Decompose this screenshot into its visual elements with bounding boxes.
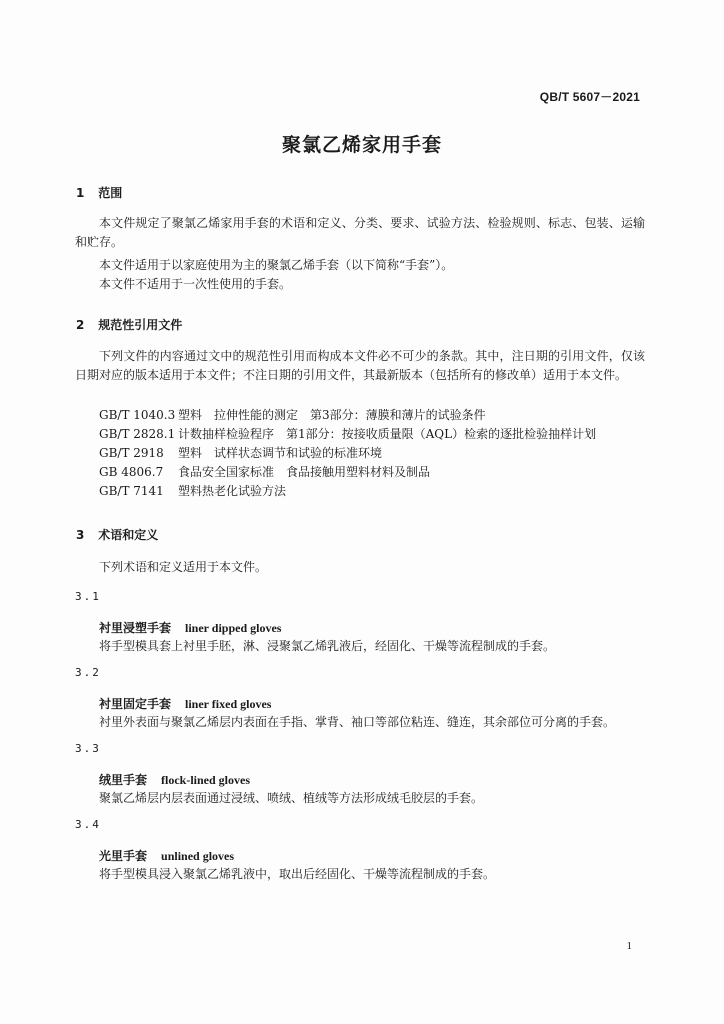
paragraph: 本文件不适用于一次性使用的手套。 bbox=[99, 277, 292, 291]
reference-list bbox=[99, 406, 596, 501]
section-title: 术语和定义 bbox=[98, 528, 159, 542]
term-name-zh: 光里手套 bbox=[99, 849, 148, 863]
term-name-zh: 衬里浸塑手套 bbox=[99, 621, 172, 635]
term-name bbox=[99, 619, 281, 636]
term-number: 3.3 bbox=[75, 742, 101, 755]
document-title: 聚氯乙烯家用手套 bbox=[281, 134, 442, 156]
section-title: 规范性引用文件 bbox=[98, 318, 183, 332]
term-number: 3.1 bbox=[75, 590, 101, 603]
paragraph: 下列文件的内容通过文中的规范性引用而构成本文件必不可少的条款。其中，注日期的引用文件，仅该日期对应的版本适用于本文件；不注日期的引用文件，其最新版本（包括所有的修改单）适用于本文件。 bbox=[75, 349, 645, 382]
standard-code: QB/T 5607－2021 bbox=[539, 90, 640, 104]
term-name bbox=[99, 695, 271, 712]
reference-code: GB/T 2918 bbox=[99, 446, 164, 460]
section-title: 范围 bbox=[98, 186, 123, 200]
paragraph: 本文件规定了聚氯乙烯家用手套的术语和定义、分类、要求、试验方法、检验规则、标志、包装、运输和贮存。 bbox=[75, 216, 645, 249]
term-name-en: flock-lined gloves bbox=[161, 773, 251, 787]
section-heading-scope bbox=[76, 184, 122, 201]
term-definition: 将手型模具套上衬里手胚，淋、浸聚氯乙烯乳液后，经固化、干燥等流程制成的手套。 bbox=[99, 639, 556, 653]
reference-item bbox=[99, 425, 596, 444]
reference-item bbox=[99, 482, 596, 501]
section-number: 2 bbox=[76, 318, 85, 332]
reference-title: 计数抽样检验程序 第1部分：按接收质量限（AQL）检索的逐批检验抽样计划 bbox=[178, 427, 597, 441]
term-definition: 将手型模具浸入聚氯乙烯乳液中，取出后经固化、干燥等流程制成的手套。 bbox=[99, 867, 496, 881]
term-definition: 聚氯乙烯层内层表面通过浸绒、喷绒、植绒等方法形成绒毛胶层的手套。 bbox=[99, 791, 484, 805]
reference-item bbox=[99, 444, 596, 463]
section-number: 1 bbox=[76, 186, 85, 200]
term-name-zh: 衬里固定手套 bbox=[99, 697, 172, 711]
reference-code: GB/T 7141 bbox=[99, 484, 164, 498]
term-name-en: liner fixed gloves bbox=[185, 697, 272, 711]
section-number: 3 bbox=[76, 528, 85, 542]
reference-code: GB/T 2828.1 bbox=[99, 427, 176, 441]
term-name-en: unlined gloves bbox=[161, 849, 235, 863]
paragraph: 下列术语和定义适用于本文件。 bbox=[99, 560, 268, 574]
section-heading-normative-refs bbox=[76, 316, 182, 333]
reference-code: GB 4806.7 bbox=[99, 465, 164, 479]
reference-title: 塑料热老化试验方法 bbox=[178, 484, 287, 498]
reference-item bbox=[99, 406, 596, 425]
paragraph: 本文件适用于以家庭使用为主的聚氯乙烯手套（以下简称“手套”）。 bbox=[99, 258, 454, 272]
reference-code: GB/T 1040.3 bbox=[99, 408, 176, 422]
term-name-zh: 绒里手套 bbox=[99, 773, 148, 787]
term-number: 3.2 bbox=[75, 666, 101, 679]
term-name bbox=[99, 771, 250, 788]
reference-title: 食品安全国家标准 食品接触用塑料材料及制品 bbox=[178, 465, 431, 479]
reference-item bbox=[99, 463, 596, 482]
section-heading-terms bbox=[76, 526, 158, 543]
reference-title: 塑料 拉伸性能的测定 第3部分：薄膜和薄片的试验条件 bbox=[178, 408, 486, 422]
term-definition: 衬里外表面与聚氯乙烯层内表面在手指、掌背、袖口等部位粘连、缝连，其余部位可分离的手套。 bbox=[99, 715, 616, 729]
reference-title: 塑料 试样状态调节和试验的标准环境 bbox=[178, 446, 383, 460]
term-number: 3.4 bbox=[75, 818, 101, 831]
page-number: 1 bbox=[626, 940, 632, 952]
term-name bbox=[99, 847, 234, 864]
term-name-en: liner dipped gloves bbox=[185, 621, 282, 635]
